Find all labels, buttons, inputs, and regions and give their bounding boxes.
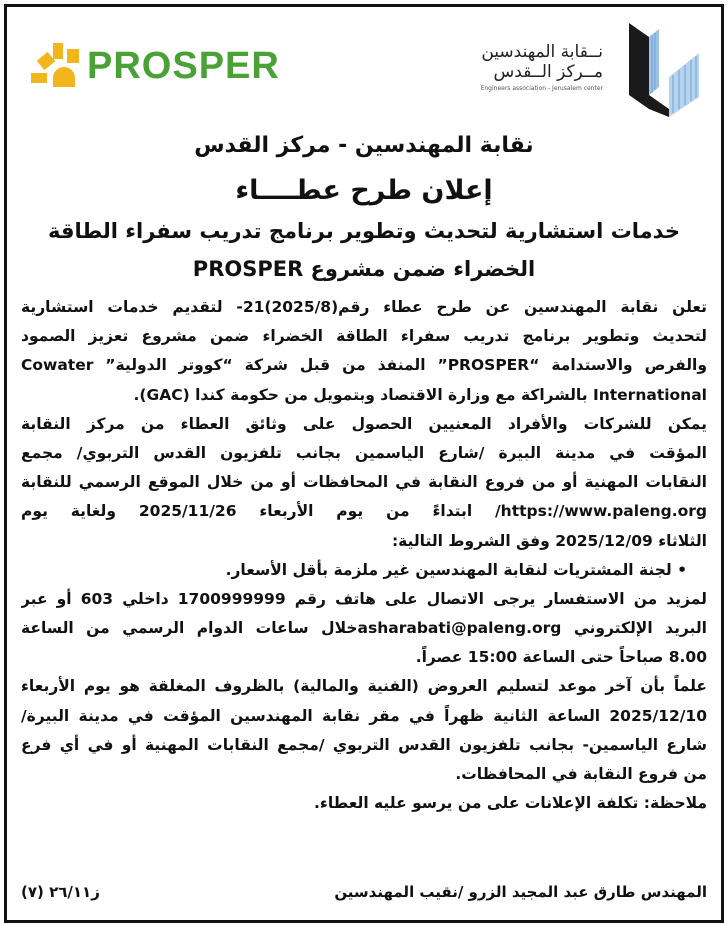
organization-heading: نقابة المهندسين - مركز القدس — [194, 133, 534, 158]
condition-bullet: • لجنة المشتريات لنقابة المهندسين غير ملزمة بأقل الأسعار. — [225, 560, 687, 579]
signature: المهندس طارق عبد المجيد الزرو /نقيب المهندسين — [334, 883, 707, 901]
body-line: https://www.paleng.org/ ابتداءً من يوم الأربعاء 2025/11/26 ولغاية يوم — [21, 502, 707, 521]
ad-code: ز٢٦/١١ (٧) — [21, 883, 100, 901]
body-line: يمكن للشركات والأفراد المعنيين الحصول على وثائق العطاء من مركز النقابة — [21, 414, 707, 433]
body-line: البريد الإلكتروني asharabati@paleng.orgخلال ساعات الدوام الرسمي من الساعة — [21, 619, 707, 638]
note-line: ملاحظة: تكلفة الإعلانات على من يرسو عليه العطاء. — [314, 794, 707, 813]
footer — [21, 883, 707, 901]
engineers-name-english: Engineers association - Jerusalem center — [480, 85, 603, 92]
sun-icon — [31, 43, 81, 89]
body-line: الثلاثاء 2025/12/09 وفق الشروط التالية: — [391, 531, 707, 550]
body-line: 2025/12/10 الساعة الثانية ظهراً في مقر نقابة المهندسين المؤقت في مدينة البيرة/ — [21, 706, 707, 725]
engineers-association-logo — [481, 17, 703, 117]
subtitle-line2: الخضراء ضمن مشروع PROSPER — [192, 257, 536, 281]
advertisement — [4, 4, 724, 923]
body-line: International بالشراكة مع وزارة الاقتصاد وبتمويل من حكومة كندا (GAC). — [133, 385, 707, 404]
body-line: من فروع النقابة في المحافظات. — [455, 765, 707, 783]
prosper-logo — [31, 43, 280, 89]
subtitle-line1: خدمات استشارية لتحديث وتطوير برنامج تدريب سفراء الطاقة — [48, 219, 680, 243]
body-line: النقابات المهنية أو من فروع النقابة في المحافظات أو من خلال الموقع الرسمي للنقابة — [21, 473, 707, 492]
body-line: شارع الياسمين- بجانب تلفزيون القدس التربوي /مجمع النقابات المهنية أو في أي فرع — [21, 735, 707, 754]
body-line: علماً بأن آخر موعد لتسليم العروض (الفنية والمالية) بالظروف المغلقة هو يوم الأربعاء — [21, 677, 707, 696]
body-line: المؤقت في مدينة البيرة /شارع الياسمين بجانب تلفزيون القدس التربوي/ مجمع — [21, 443, 707, 462]
engineers-name-line2: مــركز الــقدس — [493, 62, 603, 82]
body-line: لتحديث وتطوير برنامج تدريب سفراء الطاقة الخضراء ضمن مشروع تعزيز الصمود — [21, 327, 707, 346]
prosper-wordmark: PROSPER — [87, 44, 280, 87]
engineers-emblem-icon — [625, 17, 703, 117]
body-line: والفرص والاستدامة “PROSPER” المنفذ من قبل شركة “كووتر الدولية” Cowater — [21, 356, 707, 375]
logo-bar — [7, 7, 721, 117]
announcement-title: إعلان طرح عطــــاء — [235, 175, 493, 206]
engineers-name-line1: نــقابة المهندسين — [481, 42, 603, 62]
body-line: تعلن نقابة المهندسين عن طرح عطاء رقم(2025/8)21- لتقديم خدمات استشارية — [21, 298, 707, 316]
announcement-body — [21, 293, 707, 818]
body-line: لمزيد من الاستفسار يرجى الاتصال على هاتف رقم 1700999999 داخلي 603 أو عبر — [21, 589, 707, 608]
body-line: 8.00 صباحاً حتى الساعة 15:00 عصراً. — [415, 648, 707, 667]
